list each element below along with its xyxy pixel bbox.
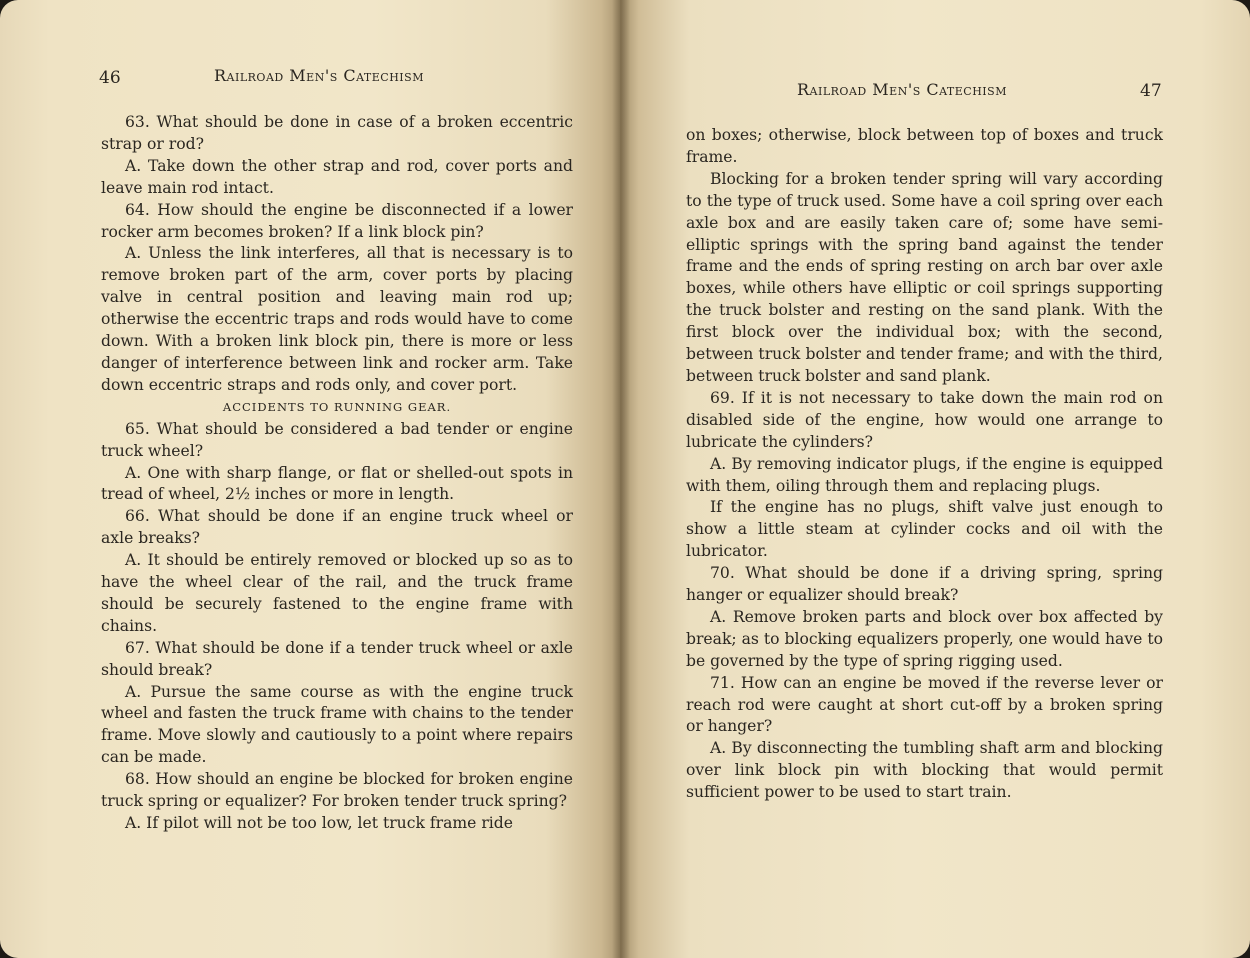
paragraph: A. If pilot will not be too low, let truck frame ride bbox=[125, 814, 513, 832]
book-gutter bbox=[612, 0, 630, 958]
paragraph: A. Unless the link interferes, all that is necessary is to remove broken part of the arm, cover ports by placing valve in central position and leaving main rod up; otherwise the eccentric traps and rods would have to come down. With a broken link block pin, there is more or less danger of interference between link and rocker arm. Take down eccentric straps and rods only, and cover port. bbox=[101, 244, 573, 394]
paragraph: 64. How should the engine be disconnected if a lower rocker arm becomes broken? If a link block pin? bbox=[101, 200, 573, 241]
paragraph: A. Pursue the same course as with the engine truck wheel and fasten the truck frame with chains to the tender frame. Move slowly and cautiously to a point where repairs can be made. bbox=[101, 682, 573, 767]
paragraph: 67. What should be done if a tender truck wheel or axle should break? bbox=[101, 638, 573, 679]
right-text-block bbox=[686, 125, 1163, 804]
paragraph: on boxes; otherwise, block between top of boxes and truck frame. bbox=[686, 126, 1163, 166]
paragraph: A. One with sharp flange, or flat or shelled-out spots in tread of wheel, 2½ inches or more in length. bbox=[101, 463, 573, 504]
paragraph: A. Take down the other strap and rod, cover ports and leave main rod intact. bbox=[101, 156, 573, 197]
paragraph: 63. What should be done in case of a broken eccentric strap or rod? bbox=[101, 113, 573, 153]
right-running-head: Railroad Men's Catechism bbox=[797, 80, 1007, 99]
paragraph: 71. How can an engine be moved if the reverse lever or reach rod were caught at short cut-off by a broken spring or hanger? bbox=[686, 673, 1163, 736]
paragraph: Blocking for a broken tender spring will vary according to the type of truck used. Some have a coil spring over each axle box and are easily taken care of; some have semi-elliptic springs with the spring band against the tender frame and the ends of spring resting on arch bar over axle boxes, while others have elliptic or coil springs supporting the truck bolster and resting on the sand plank. With the first block over the individual box; with the second, between truck bolster and tender frame; and with the third, between truck bolster and sand plank. bbox=[686, 169, 1163, 385]
paragraph: 66. What should be done if an engine truck wheel or axle breaks? bbox=[101, 507, 573, 548]
section-heading: ACCIDENTS TO RUNNING GEAR. bbox=[222, 399, 452, 414]
paragraph: A. Remove broken parts and block over box affected by break; as to blocking equalizers properly, one would have to be governed by the type of spring rigging used. bbox=[686, 607, 1163, 670]
paragraph: 69. If it is not necessary to take down the main rod on disabled side of the engine, how would one arrange to lubricate the cylinders? bbox=[686, 388, 1163, 451]
right-page-number: 47 bbox=[1140, 81, 1162, 101]
left-page bbox=[0, 0, 620, 958]
left-text-block bbox=[101, 112, 573, 835]
paragraph: 68. How should an engine be blocked for broken engine truck spring or equalizer? For broken tender truck spring? bbox=[101, 770, 573, 811]
paragraph: A. By removing indicator plugs, if the engine is equipped with them, oiling through them and replacing plugs. bbox=[686, 454, 1163, 495]
paragraph: A. By disconnecting the tumbling shaft arm and blocking over link block pin with blocking that would permit sufficient power to be used to start train. bbox=[686, 739, 1163, 802]
paragraph: 70. What should be done if a driving spring, spring hanger or equalizer should break? bbox=[686, 564, 1163, 605]
left-page-number: 46 bbox=[99, 68, 121, 88]
left-running-head: Railroad Men's Catechism bbox=[214, 66, 424, 85]
right-page bbox=[620, 0, 1250, 958]
paragraph: A. It should be entirely removed or blocked up so as to have the wheel clear of the rail, and the truck frame should be securely fastened to the engine frame with chains. bbox=[101, 551, 573, 635]
paragraph: 65. What should be considered a bad tender or engine truck wheel? bbox=[101, 419, 573, 460]
paragraph: If the engine has no plugs, shift valve just enough to show a little steam at cylinder cocks and oil with the lubricator. bbox=[686, 498, 1163, 561]
